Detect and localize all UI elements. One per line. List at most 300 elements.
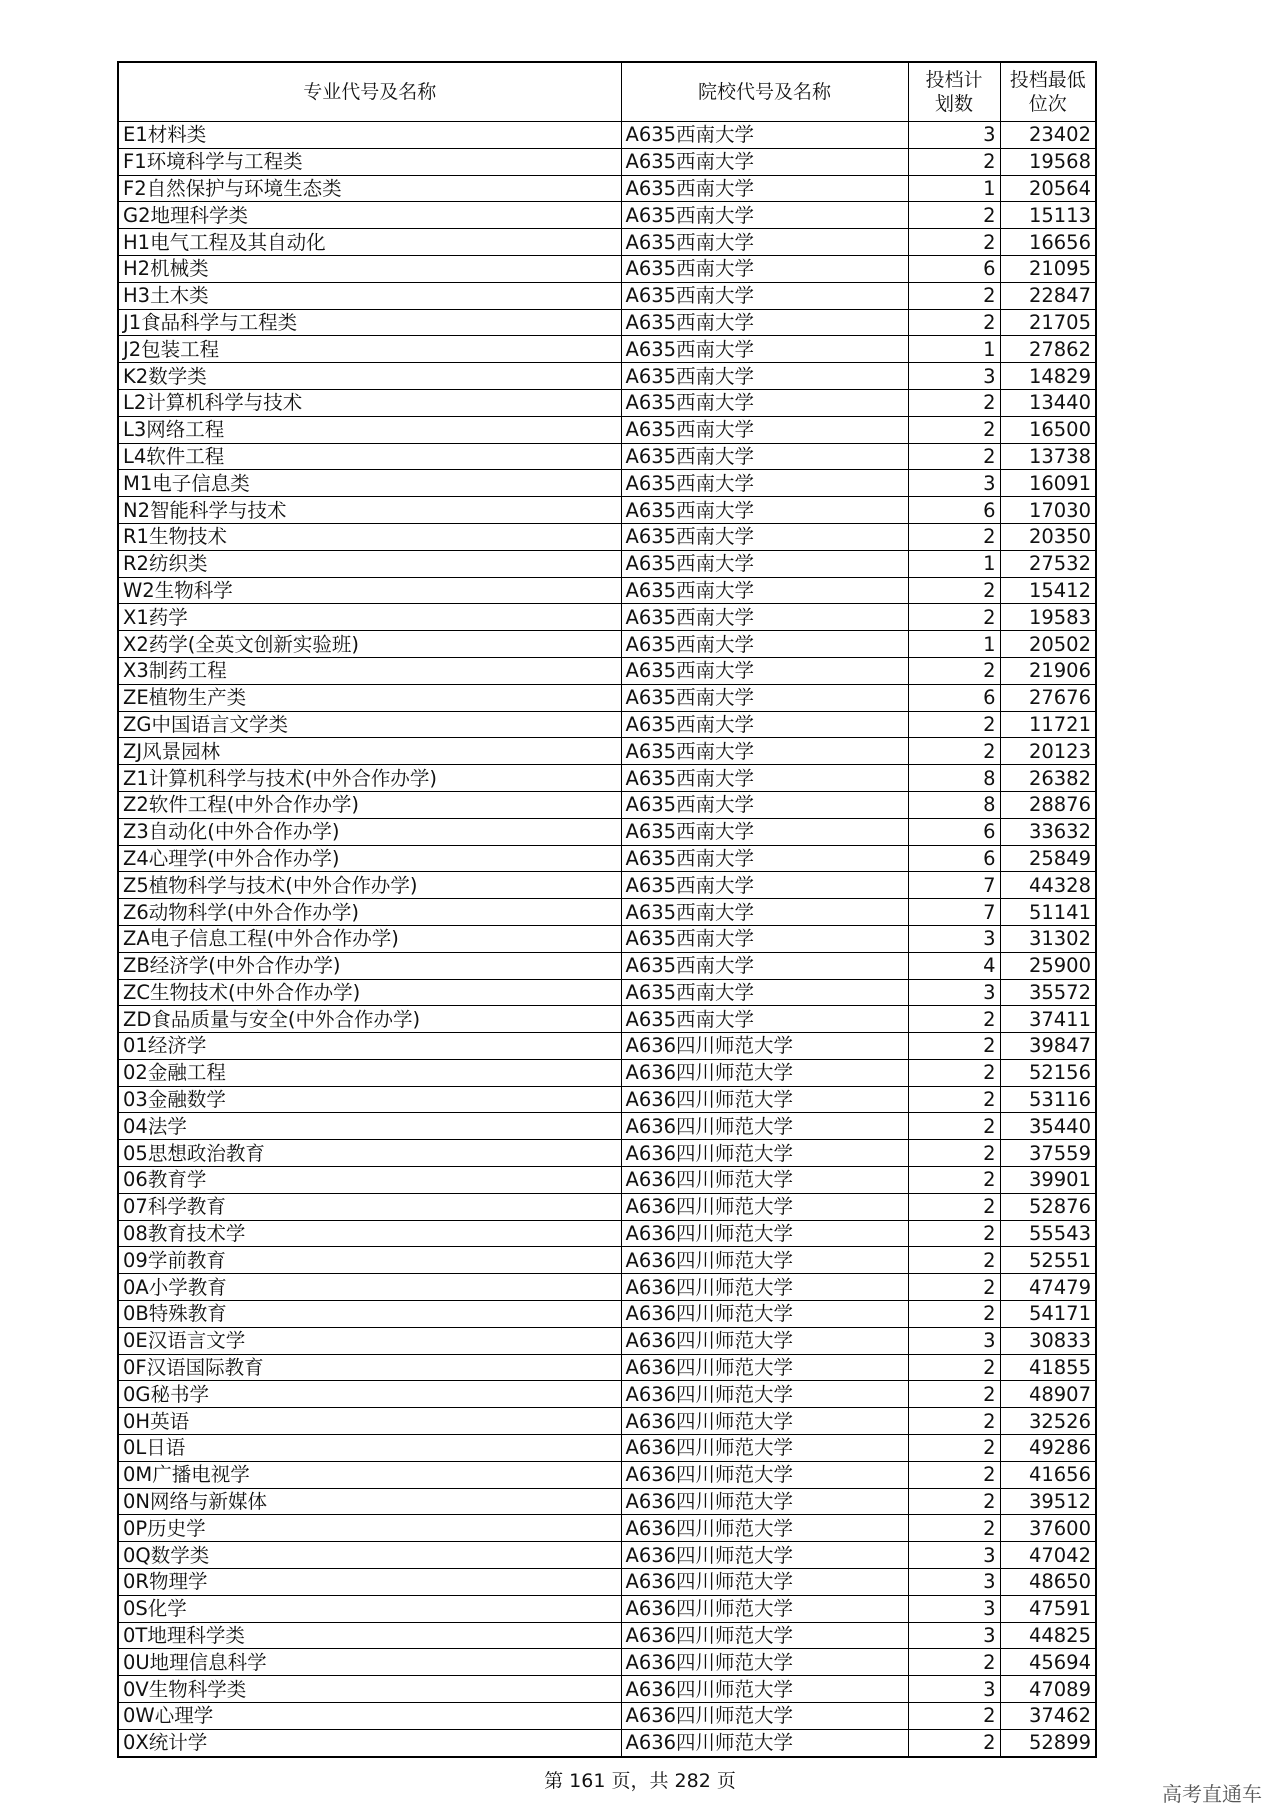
cell-plan-count: 3 [908, 1542, 1000, 1569]
cell-min-rank: 45694 [1000, 1649, 1096, 1676]
cell-plan-count: 2 [908, 443, 1000, 470]
table-row [118, 470, 1096, 497]
cell-plan-count: 2 [908, 1193, 1000, 1220]
cell-min-rank: 39512 [1000, 1488, 1096, 1515]
table-row [118, 604, 1096, 631]
table-row [118, 1167, 1096, 1194]
cell-min-rank: 16091 [1000, 470, 1096, 497]
table-row [118, 1140, 1096, 1167]
cell-min-rank: 16656 [1000, 229, 1096, 256]
cell-plan-count: 2 [908, 1086, 1000, 1113]
cell-major: 02金融工程 [118, 1059, 621, 1086]
table-row [118, 979, 1096, 1006]
table-row [118, 229, 1096, 256]
cell-min-rank: 26382 [1000, 765, 1096, 792]
cell-school: A636四川师范大学 [621, 1461, 908, 1488]
table-row [118, 309, 1096, 336]
cell-min-rank: 39847 [1000, 1033, 1096, 1060]
table-row [118, 1649, 1096, 1676]
table-row [118, 818, 1096, 845]
cell-min-rank: 22847 [1000, 282, 1096, 309]
cell-major: 0V生物科学类 [118, 1676, 621, 1703]
table-row [118, 631, 1096, 658]
table-row [118, 1435, 1096, 1462]
table-header-row [118, 62, 1096, 122]
table-row [118, 711, 1096, 738]
cell-school: A636四川师范大学 [621, 1595, 908, 1622]
cell-school: A635西南大学 [621, 229, 908, 256]
cell-school: A635西南大学 [621, 523, 908, 550]
cell-major: X3制药工程 [118, 657, 621, 684]
cell-school: A635西南大学 [621, 148, 908, 175]
cell-major: 03金融数学 [118, 1086, 621, 1113]
cell-plan-count: 2 [908, 1167, 1000, 1194]
table-row [118, 925, 1096, 952]
cell-major: ZG中国语言文学类 [118, 711, 621, 738]
table-row [118, 1676, 1096, 1703]
cell-min-rank: 25849 [1000, 845, 1096, 872]
cell-school: A635西南大学 [621, 202, 908, 229]
cell-plan-count: 3 [908, 1622, 1000, 1649]
cell-school: A635西南大学 [621, 631, 908, 658]
cell-school: A635西南大学 [621, 952, 908, 979]
cell-plan-count: 2 [908, 1381, 1000, 1408]
cell-school: A636四川师范大学 [621, 1488, 908, 1515]
cell-major: H2机械类 [118, 255, 621, 282]
cell-min-rank: 17030 [1000, 497, 1096, 524]
table-row [118, 550, 1096, 577]
cell-major: X1药学 [118, 604, 621, 631]
table-row [118, 765, 1096, 792]
cell-school: A635西南大学 [621, 738, 908, 765]
cell-major: Z3自动化(中外合作办学) [118, 818, 621, 845]
cell-min-rank: 20502 [1000, 631, 1096, 658]
table-row [118, 1595, 1096, 1622]
cell-plan-count: 3 [908, 1676, 1000, 1703]
table-row [118, 577, 1096, 604]
cell-school: A636四川师范大学 [621, 1220, 908, 1247]
cell-major: 0T地理科学类 [118, 1622, 621, 1649]
cell-major: 0L日语 [118, 1435, 621, 1462]
cell-school: A636四川师范大学 [621, 1301, 908, 1328]
cell-school: A636四川师范大学 [621, 1247, 908, 1274]
cell-major: L3网络工程 [118, 416, 621, 443]
cell-school: A635西南大学 [621, 845, 908, 872]
cell-major: 0M广播电视学 [118, 1461, 621, 1488]
cell-plan-count: 2 [908, 1703, 1000, 1730]
cell-min-rank: 15412 [1000, 577, 1096, 604]
cell-min-rank: 20564 [1000, 175, 1096, 202]
cell-plan-count: 2 [908, 1033, 1000, 1060]
cell-major: 0X统计学 [118, 1729, 621, 1756]
cell-major: H1电气工程及其自动化 [118, 229, 621, 256]
cell-school: A635西南大学 [621, 470, 908, 497]
header-major: 专业代号及名称 [118, 62, 621, 122]
cell-major: ZA电子信息工程(中外合作办学) [118, 925, 621, 952]
cell-major: J1食品科学与工程类 [118, 309, 621, 336]
cell-plan-count: 3 [908, 925, 1000, 952]
cell-min-rank: 54171 [1000, 1301, 1096, 1328]
cell-school: A636四川师范大学 [621, 1435, 908, 1462]
cell-major: ZB经济学(中外合作办学) [118, 952, 621, 979]
cell-min-rank: 47042 [1000, 1542, 1096, 1569]
cell-major: Z2软件工程(中外合作办学) [118, 791, 621, 818]
cell-plan-count: 2 [908, 229, 1000, 256]
cell-plan-count: 6 [908, 684, 1000, 711]
table-row [118, 523, 1096, 550]
cell-plan-count: 7 [908, 899, 1000, 926]
cell-plan-count: 2 [908, 416, 1000, 443]
cell-major: 0S化学 [118, 1595, 621, 1622]
cell-school: A635西南大学 [621, 497, 908, 524]
table-row [118, 1301, 1096, 1328]
cell-major: F1环境科学与工程类 [118, 148, 621, 175]
cell-plan-count: 2 [908, 1649, 1000, 1676]
cell-plan-count: 8 [908, 791, 1000, 818]
table-row [118, 1274, 1096, 1301]
watermark-text: 高考直通车 [1162, 1782, 1262, 1806]
cell-major: Z4心理学(中外合作办学) [118, 845, 621, 872]
cell-plan-count: 2 [908, 1140, 1000, 1167]
cell-min-rank: 39901 [1000, 1167, 1096, 1194]
cell-plan-count: 2 [908, 523, 1000, 550]
cell-major: 0Q数学类 [118, 1542, 621, 1569]
table-row [118, 497, 1096, 524]
cell-plan-count: 2 [908, 1301, 1000, 1328]
cell-plan-count: 6 [908, 255, 1000, 282]
cell-plan-count: 8 [908, 765, 1000, 792]
cell-school: A636四川师范大学 [621, 1542, 908, 1569]
cell-min-rank: 47089 [1000, 1676, 1096, 1703]
cell-major: W2生物科学 [118, 577, 621, 604]
cell-plan-count: 2 [908, 282, 1000, 309]
cell-school: A635西南大学 [621, 282, 908, 309]
table-row [118, 1542, 1096, 1569]
cell-school: A635西南大学 [621, 657, 908, 684]
cell-plan-count: 2 [908, 1059, 1000, 1086]
cell-min-rank: 21705 [1000, 309, 1096, 336]
cell-school: A635西南大学 [621, 255, 908, 282]
cell-school: A636四川师范大学 [621, 1274, 908, 1301]
cell-min-rank: 16500 [1000, 416, 1096, 443]
cell-school: A635西南大学 [621, 309, 908, 336]
cell-min-rank: 32526 [1000, 1408, 1096, 1435]
cell-plan-count: 2 [908, 1435, 1000, 1462]
cell-plan-count: 6 [908, 497, 1000, 524]
table-row [118, 1461, 1096, 1488]
cell-major: R2纺织类 [118, 550, 621, 577]
cell-school: A635西南大学 [621, 336, 908, 363]
cell-min-rank: 20350 [1000, 523, 1096, 550]
cell-school: A636四川师范大学 [621, 1381, 908, 1408]
cell-major: ZC生物技术(中外合作办学) [118, 979, 621, 1006]
cell-school: A636四川师范大学 [621, 1167, 908, 1194]
cell-school: A635西南大学 [621, 684, 908, 711]
cell-major: 05思想政治教育 [118, 1140, 621, 1167]
cell-min-rank: 27862 [1000, 336, 1096, 363]
table-row [118, 282, 1096, 309]
cell-school: A635西南大学 [621, 765, 908, 792]
cell-plan-count: 2 [908, 389, 1000, 416]
cell-plan-count: 1 [908, 336, 1000, 363]
table-row [118, 1113, 1096, 1140]
cell-major: K2数学类 [118, 363, 621, 390]
cell-plan-count: 3 [908, 979, 1000, 1006]
cell-min-rank: 31302 [1000, 925, 1096, 952]
cell-plan-count: 3 [908, 363, 1000, 390]
cell-major: N2智能科学与技术 [118, 497, 621, 524]
cell-min-rank: 13440 [1000, 389, 1096, 416]
admission-table-container [117, 61, 1095, 1758]
cell-major: H3土木类 [118, 282, 621, 309]
cell-school: A636四川师范大学 [621, 1569, 908, 1596]
cell-school: A635西南大学 [621, 577, 908, 604]
table-row [118, 1220, 1096, 1247]
cell-major: 0A小学教育 [118, 1274, 621, 1301]
cell-min-rank: 41656 [1000, 1461, 1096, 1488]
table-row [118, 657, 1096, 684]
cell-major: 04法学 [118, 1113, 621, 1140]
table-row [118, 1703, 1096, 1730]
cell-school: A636四川师范大学 [621, 1140, 908, 1167]
cell-major: 09学前教育 [118, 1247, 621, 1274]
cell-min-rank: 52876 [1000, 1193, 1096, 1220]
table-row [118, 738, 1096, 765]
cell-school: A636四川师范大学 [621, 1327, 908, 1354]
cell-min-rank: 49286 [1000, 1435, 1096, 1462]
table-row [118, 791, 1096, 818]
table-row [118, 1408, 1096, 1435]
cell-school: A636四川师范大学 [621, 1649, 908, 1676]
cell-school: A635西南大学 [621, 899, 908, 926]
table-row [118, 175, 1096, 202]
table-row [118, 1033, 1096, 1060]
table-row [118, 1193, 1096, 1220]
cell-school: A635西南大学 [621, 175, 908, 202]
cell-major: 0E汉语言文学 [118, 1327, 621, 1354]
cell-major: L2计算机科学与技术 [118, 389, 621, 416]
cell-school: A635西南大学 [621, 872, 908, 899]
cell-school: A636四川师范大学 [621, 1676, 908, 1703]
cell-min-rank: 21095 [1000, 255, 1096, 282]
table-row [118, 122, 1096, 149]
table-row [118, 1622, 1096, 1649]
cell-plan-count: 2 [908, 577, 1000, 604]
cell-major: Z5植物科学与技术(中外合作办学) [118, 872, 621, 899]
cell-min-rank: 51141 [1000, 899, 1096, 926]
cell-major: ZJ风景园林 [118, 738, 621, 765]
table-row [118, 899, 1096, 926]
cell-min-rank: 13738 [1000, 443, 1096, 470]
cell-major: ZD食品质量与安全(中外合作办学) [118, 1006, 621, 1033]
cell-school: A635西南大学 [621, 791, 908, 818]
table-row [118, 1729, 1096, 1756]
table-row [118, 416, 1096, 443]
cell-min-rank: 55543 [1000, 1220, 1096, 1247]
cell-plan-count: 2 [908, 604, 1000, 631]
cell-plan-count: 2 [908, 1461, 1000, 1488]
cell-major: 0G秘书学 [118, 1381, 621, 1408]
table-row [118, 952, 1096, 979]
cell-school: A635西南大学 [621, 443, 908, 470]
cell-min-rank: 25900 [1000, 952, 1096, 979]
cell-major: G2地理科学类 [118, 202, 621, 229]
cell-school: A636四川师范大学 [621, 1193, 908, 1220]
cell-school: A635西南大学 [621, 389, 908, 416]
cell-plan-count: 2 [908, 1354, 1000, 1381]
cell-school: A635西南大学 [621, 979, 908, 1006]
cell-major: 0F汉语国际教育 [118, 1354, 621, 1381]
header-school: 院校代号及名称 [621, 62, 908, 122]
table-row [118, 845, 1096, 872]
table-row [118, 872, 1096, 899]
cell-min-rank: 19568 [1000, 148, 1096, 175]
cell-plan-count: 3 [908, 1595, 1000, 1622]
cell-min-rank: 53116 [1000, 1086, 1096, 1113]
cell-school: A636四川师范大学 [621, 1086, 908, 1113]
cell-school: A636四川师范大学 [621, 1622, 908, 1649]
cell-school: A635西南大学 [621, 818, 908, 845]
cell-school: A635西南大学 [621, 604, 908, 631]
table-row [118, 1354, 1096, 1381]
cell-min-rank: 35440 [1000, 1113, 1096, 1140]
cell-min-rank: 52551 [1000, 1247, 1096, 1274]
cell-min-rank: 20123 [1000, 738, 1096, 765]
table-row [118, 1515, 1096, 1542]
cell-min-rank: 47479 [1000, 1274, 1096, 1301]
cell-plan-count: 6 [908, 818, 1000, 845]
cell-min-rank: 19583 [1000, 604, 1096, 631]
cell-school: A635西南大学 [621, 363, 908, 390]
table-body [118, 122, 1096, 1757]
table-row [118, 1059, 1096, 1086]
cell-major: J2包装工程 [118, 336, 621, 363]
cell-min-rank: 37462 [1000, 1703, 1096, 1730]
cell-min-rank: 35572 [1000, 979, 1096, 1006]
cell-major: 06教育学 [118, 1167, 621, 1194]
cell-major: F2自然保护与环境生态类 [118, 175, 621, 202]
cell-plan-count: 1 [908, 631, 1000, 658]
cell-plan-count: 2 [908, 309, 1000, 336]
table-row [118, 1247, 1096, 1274]
cell-plan-count: 1 [908, 550, 1000, 577]
cell-plan-count: 1 [908, 175, 1000, 202]
cell-major: 0B特殊教育 [118, 1301, 621, 1328]
table-row [118, 255, 1096, 282]
table-row [118, 1488, 1096, 1515]
cell-major: Z6动物科学(中外合作办学) [118, 899, 621, 926]
page-number: 第 161 页，共 282 页 [544, 1770, 736, 1792]
table-row [118, 1381, 1096, 1408]
cell-major: 0P历史学 [118, 1515, 621, 1542]
cell-school: A636四川师范大学 [621, 1033, 908, 1060]
cell-plan-count: 3 [908, 470, 1000, 497]
cell-plan-count: 2 [908, 202, 1000, 229]
cell-major: 0H英语 [118, 1408, 621, 1435]
table-row [118, 1327, 1096, 1354]
cell-plan-count: 2 [908, 1113, 1000, 1140]
cell-min-rank: 33632 [1000, 818, 1096, 845]
cell-school: A636四川师范大学 [621, 1515, 908, 1542]
cell-plan-count: 2 [908, 657, 1000, 684]
cell-major: 0U地理信息科学 [118, 1649, 621, 1676]
cell-min-rank: 27676 [1000, 684, 1096, 711]
cell-plan-count: 7 [908, 872, 1000, 899]
cell-min-rank: 21906 [1000, 657, 1096, 684]
table-row [118, 443, 1096, 470]
cell-min-rank: 15113 [1000, 202, 1096, 229]
cell-min-rank: 23402 [1000, 122, 1096, 149]
table-row [118, 389, 1096, 416]
cell-school: A636四川师范大学 [621, 1703, 908, 1730]
cell-min-rank: 44825 [1000, 1622, 1096, 1649]
cell-school: A635西南大学 [621, 711, 908, 738]
cell-min-rank: 41855 [1000, 1354, 1096, 1381]
cell-school: A635西南大学 [621, 122, 908, 149]
cell-plan-count: 4 [908, 952, 1000, 979]
cell-plan-count: 2 [908, 148, 1000, 175]
cell-major: R1生物技术 [118, 523, 621, 550]
cell-plan-count: 3 [908, 1327, 1000, 1354]
cell-plan-count: 2 [908, 1274, 1000, 1301]
cell-min-rank: 30833 [1000, 1327, 1096, 1354]
cell-plan-count: 2 [908, 1729, 1000, 1756]
header-min-rank: 投档最低 位次 [1000, 62, 1096, 122]
cell-min-rank: 28876 [1000, 791, 1096, 818]
table-row [118, 1086, 1096, 1113]
cell-school: A635西南大学 [621, 925, 908, 952]
table-row [118, 1569, 1096, 1596]
cell-major: M1电子信息类 [118, 470, 621, 497]
cell-major: 0N网络与新媒体 [118, 1488, 621, 1515]
cell-min-rank: 52156 [1000, 1059, 1096, 1086]
cell-major: L4软件工程 [118, 443, 621, 470]
cell-min-rank: 37411 [1000, 1006, 1096, 1033]
cell-school: A635西南大学 [621, 1006, 908, 1033]
cell-major: X2药学(全英文创新实验班) [118, 631, 621, 658]
cell-school: A636四川师范大学 [621, 1354, 908, 1381]
table-row [118, 202, 1096, 229]
admission-table [117, 61, 1097, 1758]
cell-major: E1材料类 [118, 122, 621, 149]
cell-plan-count: 2 [908, 1247, 1000, 1274]
cell-major: Z1计算机科学与技术(中外合作办学) [118, 765, 621, 792]
header-plan-count: 投档计 划数 [908, 62, 1000, 122]
cell-plan-count: 3 [908, 1569, 1000, 1596]
cell-min-rank: 27532 [1000, 550, 1096, 577]
cell-plan-count: 2 [908, 1515, 1000, 1542]
cell-school: A636四川师范大学 [621, 1408, 908, 1435]
cell-plan-count: 2 [908, 1408, 1000, 1435]
table-row [118, 684, 1096, 711]
cell-min-rank: 44328 [1000, 872, 1096, 899]
cell-plan-count: 2 [908, 711, 1000, 738]
cell-major: 07科学教育 [118, 1193, 621, 1220]
cell-major: 0W心理学 [118, 1703, 621, 1730]
cell-plan-count: 2 [908, 1488, 1000, 1515]
cell-min-rank: 37559 [1000, 1140, 1096, 1167]
cell-major: 01经济学 [118, 1033, 621, 1060]
cell-min-rank: 14829 [1000, 363, 1096, 390]
table-row [118, 336, 1096, 363]
table-row [118, 148, 1096, 175]
cell-school: A636四川师范大学 [621, 1113, 908, 1140]
table-row [118, 1006, 1096, 1033]
table-row [118, 363, 1096, 390]
cell-plan-count: 2 [908, 1220, 1000, 1247]
cell-school: A636四川师范大学 [621, 1059, 908, 1086]
cell-plan-count: 2 [908, 1006, 1000, 1033]
